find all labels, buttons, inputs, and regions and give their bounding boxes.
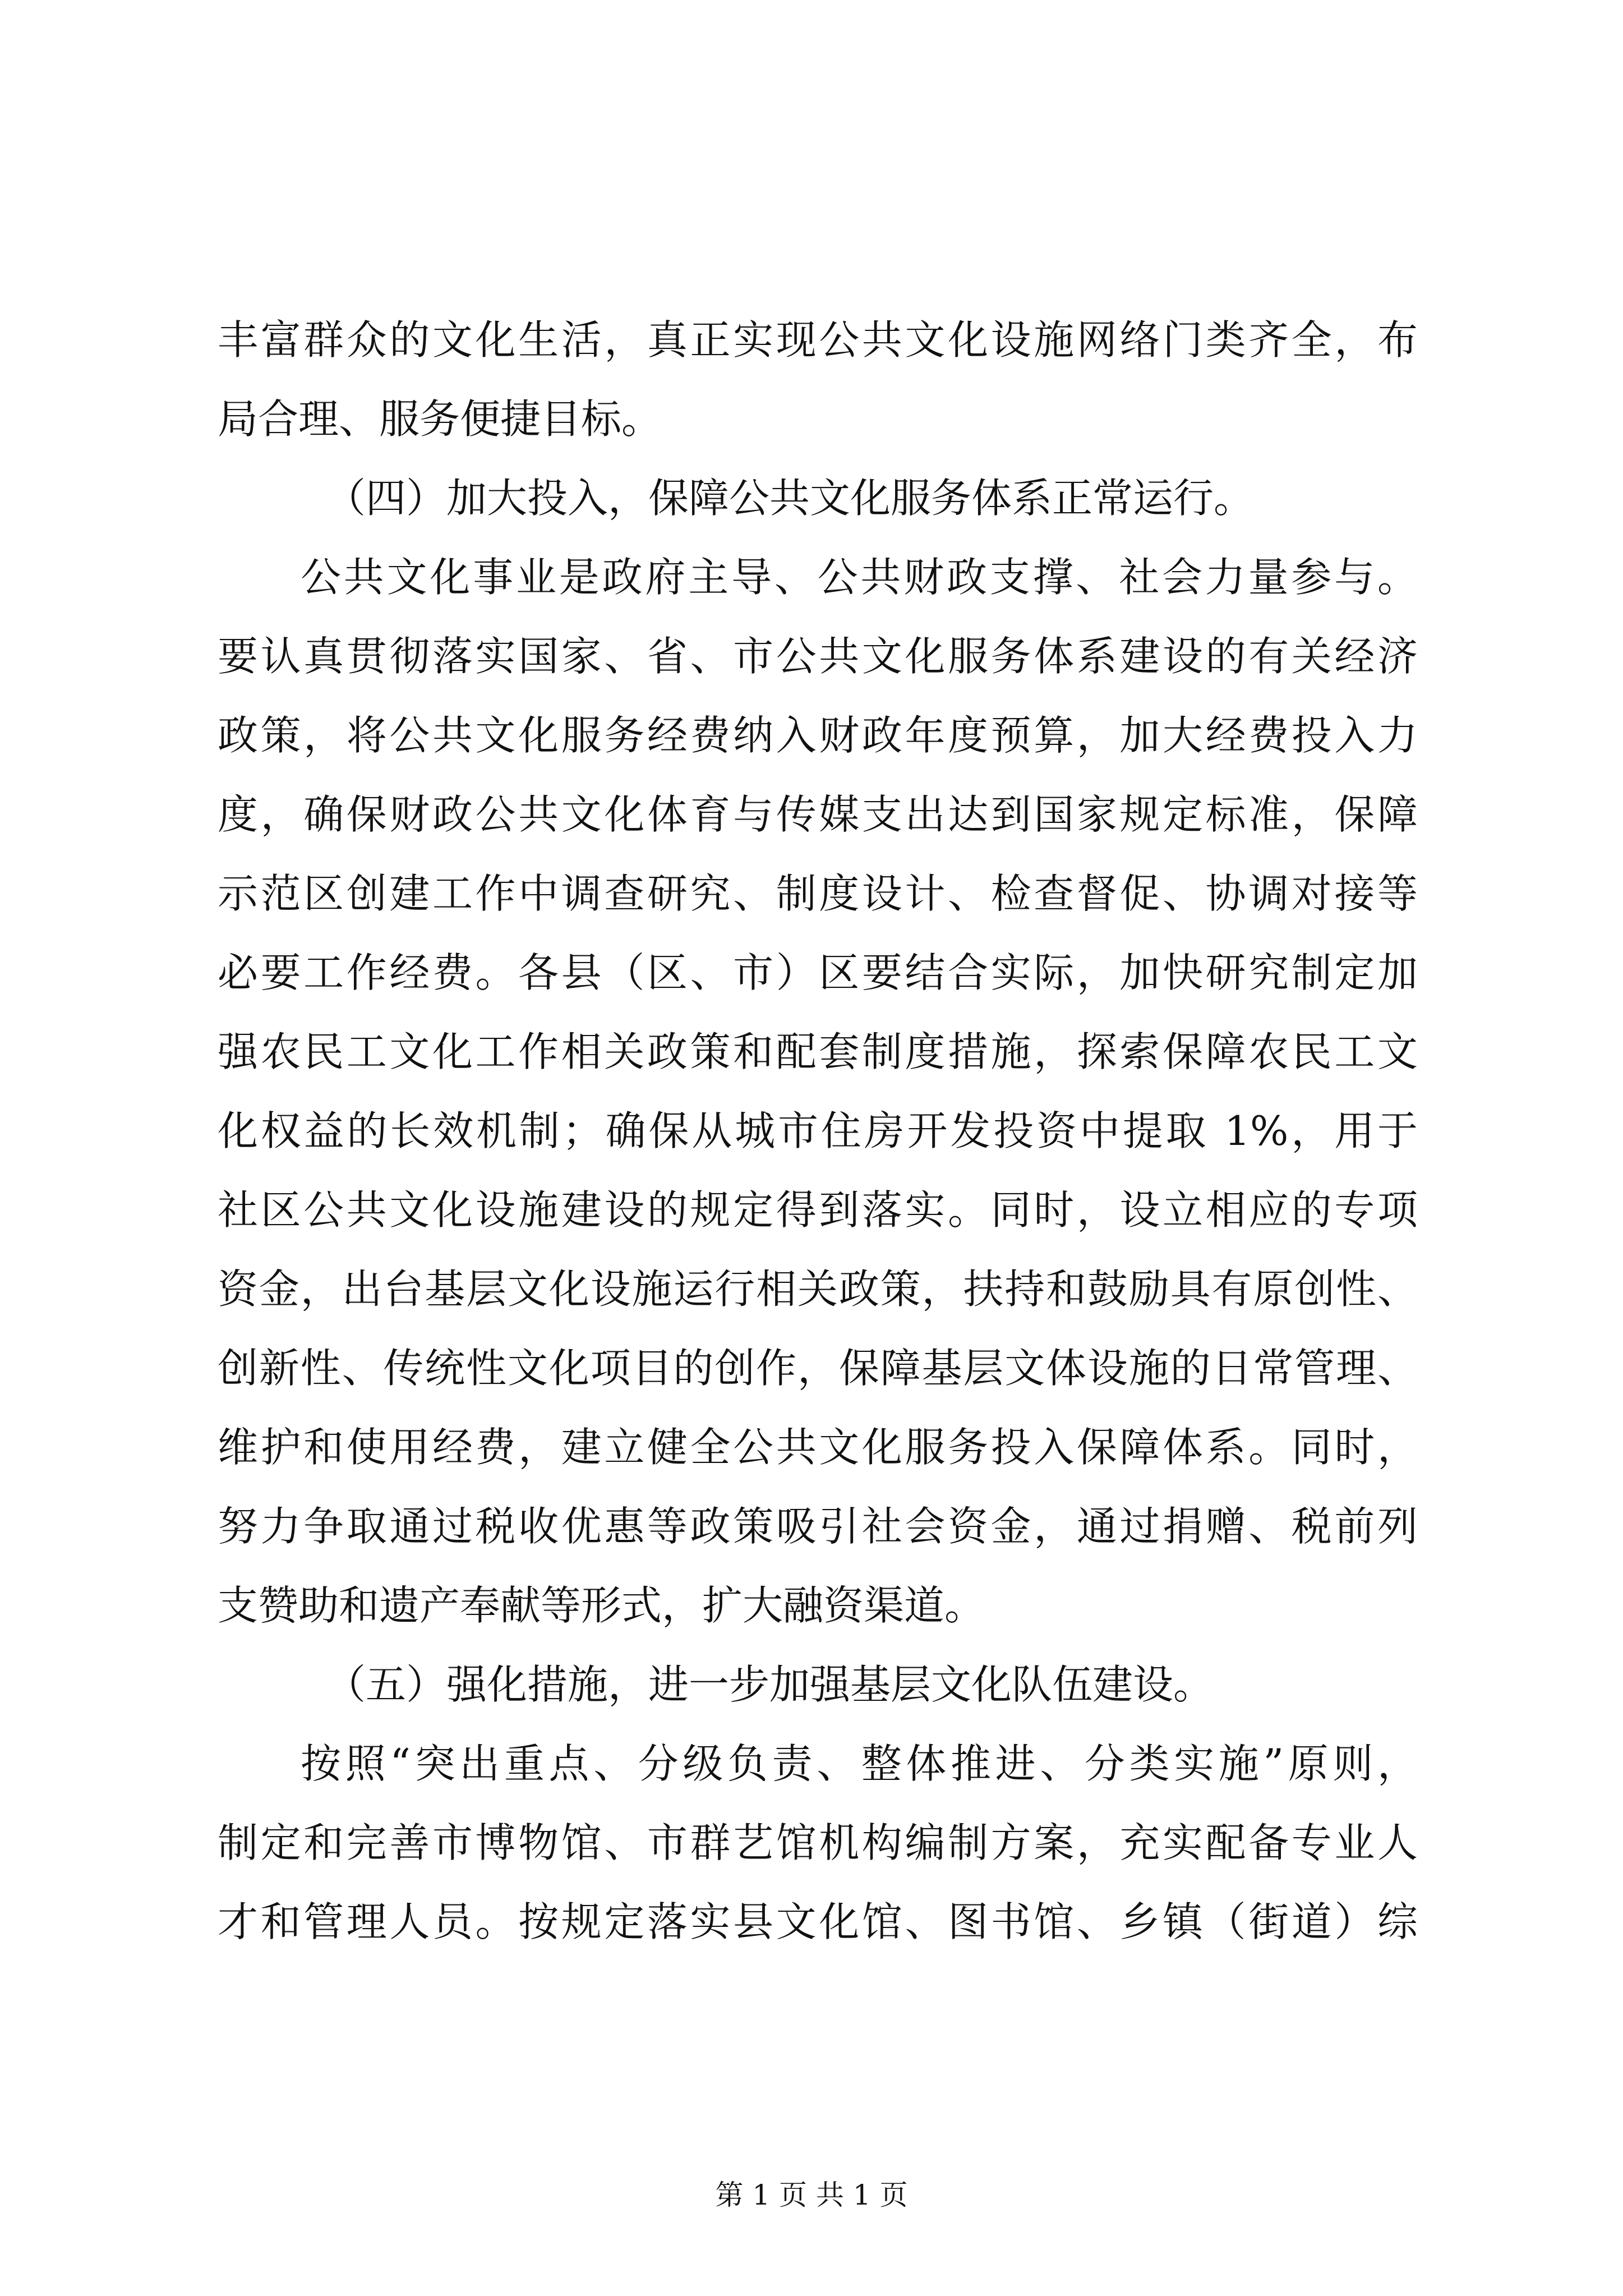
body-text-line: 度，确保财政公共文化体育与传媒支出达到国家规定标准，保障 — [218, 791, 1418, 838]
body-text-line: 创新性、传统性文化项目的创作，保障基层文体设施的日常管理、 — [218, 1345, 1418, 1392]
page-number-footer: 第 1 页 共 1 页 — [715, 2179, 908, 2211]
body-text-line: 制定和完善市博物馆、市群艺馆机构编制方案，充实配备专业人 — [218, 1819, 1418, 1866]
paragraph-first-line: 公共文化事业是政府主导、公共财政支撑、社会力量参与。 — [301, 554, 1418, 601]
body-text-line: 要认真贯彻落实国家、省、市公共文化服务体系建设的有关经济 — [218, 633, 1418, 680]
paragraph-first-line: 按照“突出重点、分级负责、整体推进、分类实施”原则， — [301, 1740, 1418, 1787]
body-text-line: 努力争取通过税收优惠等政策吸引社会资金，通过捐赠、税前列 — [218, 1503, 1418, 1550]
body-text-line: 政策，将公共文化服务经费纳入财政年度预算，加大经费投入力 — [218, 712, 1418, 759]
body-text-line: 维护和使用经费，建立健全公共文化服务投入保障体系。同时， — [218, 1424, 1418, 1471]
body-text-line: 必要工作经费。各县（区、市）区要结合实际，加快研究制定加 — [218, 949, 1418, 996]
section-heading-5: （五）强化措施，进一步加强基层文化队伍建设。 — [325, 1661, 1214, 1708]
section-heading-4: （四）加大投入，保障公共文化服务体系正常运行。 — [325, 475, 1255, 522]
body-text-line: 社区公共文化设施建设的规定得到落实。同时，设立相应的专项 — [218, 1186, 1418, 1234]
body-text-line: 资金，出台基层文化设施运行相关政策，扶持和鼓励具有原创性、 — [218, 1266, 1418, 1313]
body-text-line: 丰富群众的文化生活，真正实现公共文化设施网络门类齐全，布 — [218, 316, 1418, 364]
body-text-line: 支赞助和遗产奉献等形式，扩大融资渠道。 — [218, 1582, 985, 1629]
body-text-line: 局合理、服务便捷目标。 — [218, 395, 662, 443]
body-text-line: 强农民工文化工作相关政策和配套制度措施，探索保障农民工文 — [218, 1028, 1418, 1075]
body-text-line: 才和管理人员。按规定落实县文化馆、图书馆、乡镇（街道）综 — [218, 1898, 1418, 1945]
body-text-line: 化权益的长效机制；确保从城市住房开发投资中提取 1%，用于 — [218, 1107, 1418, 1154]
body-text-line: 示范区创建工作中调查研究、制度设计、检查督促、协调对接等 — [218, 870, 1418, 917]
